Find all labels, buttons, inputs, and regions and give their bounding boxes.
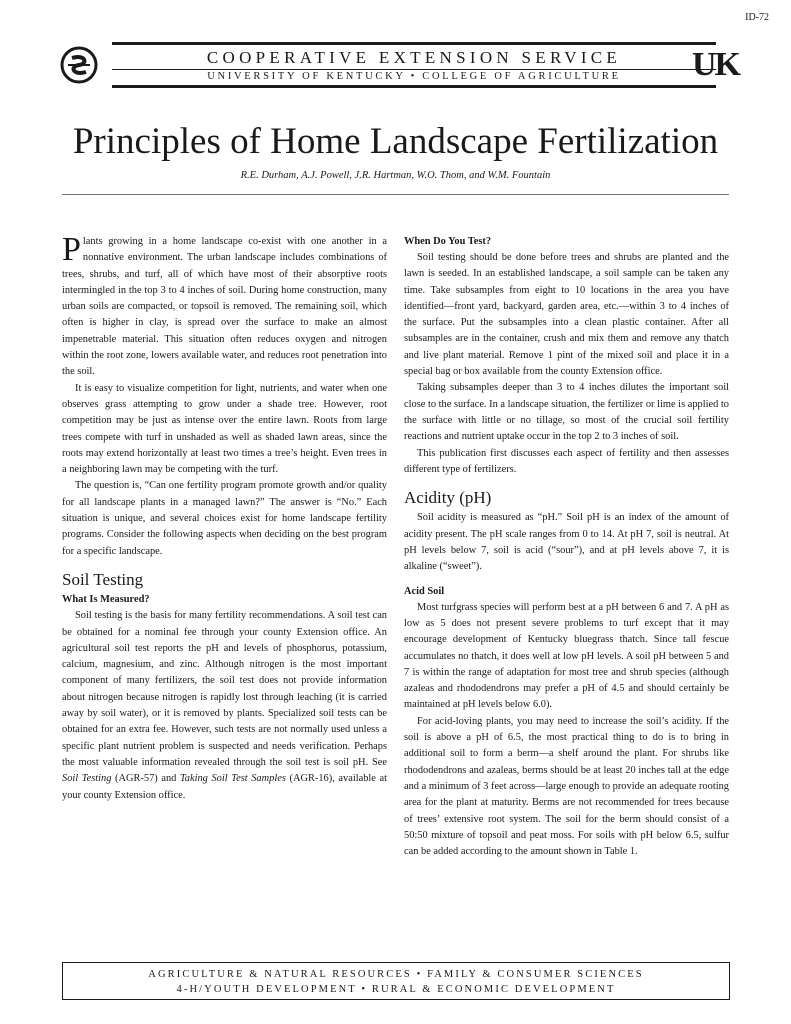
what-measured-heading: What Is Measured? [62, 594, 150, 606]
publication-id: ID-72 [745, 12, 769, 23]
acid-soil-heading: Acid Soil [404, 585, 445, 597]
acidity-paragraph: Soil acidity is measured as “pH.” Soil pH is an index of the amount of acidity present. The pH scale ranges from 0 to 14. At pH 7, soil is neutral. At pH levels below 7, soil is acid (“sour”), and at pH levels above 7, it is alkaline (“sweet”). [404, 512, 729, 573]
authors: R.E. Durham, A.J. Powell, J.R. Hartman, W.O. Thom, and W.M. Fountain [240, 170, 551, 181]
right-column [404, 234, 729, 860]
when-test-paragraph-3: This publication first discusses each aspect of fertility and then assesses different type of fertilizers. [404, 447, 729, 475]
acid-soil-paragraph-2: For acid-loving plants, you may need to increase the soil’s acidity. If the soil is above a pH of 6.5, the most practical thing to do is to bring in additional soil to form a berm—a shelf around the plant. For shrubs like rhododendrons and azaleas, berms should be at least 20 inches tall at the edge and a minimum of 3 feet across—large enough to provide an adequate rooting area for the plant at maturity. Berms are not recommended for trees because of trees’ extensive root system. The soil for the berm should consist of a 50:50 mixture of topsoil and peat moss. For soils with pH below 6.5, sulfur can be added according to the amount shown in Table 1. [404, 715, 729, 858]
banner-subtitle: UNIVERSITY OF KENTUCKY • COLLEGE OF AGRICULTURE [207, 71, 621, 82]
footer-line-2: 4-H/YOUTH DEVELOPMENT • RURAL & ECONOMIC DEVELOPMENT [176, 984, 616, 995]
cooperative-extension-logo-icon [60, 46, 98, 84]
acid-soil-paragraph-1: Most turfgrass species will perform best at a pH between 6 and 7. A pH as low as 5 does not present severe problems to turf except that it may encourage development of Kentucky bluegrass thatch. Since tall fescue accumulates no thatch, it does well at low pH levels. A soil pH between 5 and 7 is within the range of adaptation for most tree and shrub species (although azaleas and rhododendrons may prefer a pH of 4.5 and should certainly be maintained at pH levels below 6.0). [404, 601, 729, 711]
intro-paragraph-2: It is easy to visualize competition for light, nutrients, and water when one observes grass attempting to grow under a shade tree. However, root competition may be just as intense over the entire lawn. Roots from large trees compete with turf in unshaded as well as shaded lawn areas, since the roots may extend horizontally at least two times a tree’s height. Even trees in a neighboring lawn may be competing with the turf. [62, 382, 387, 476]
intro-paragraph-1: Plants growing in a home landscape co-exist with one another in a nonnative environment. The urban landscape includes combinations of trees, shrubs, and turf, all of which have most of their absorptive roots intermingled in the top 3 to 4 inches of soil. During home construction, many urban soils are compacted, or topsoil is removed. The remaining soil, which often is higher in clay, is spread over the surface to make an almost impenetrable material. This situation often reduces oxygen and nitrogen within the root zone, lowers available water, and reduces root penetration into the soil. [62, 231, 387, 378]
extension-banner [112, 42, 716, 88]
soil-testing-heading: Soil Testing [62, 569, 144, 589]
soil-testing-reference: Soil Testing [62, 773, 112, 785]
left-column [62, 231, 388, 804]
intro-paragraph-3: The question is, “Can one fertility program promote growth and/or quality for all landscape plants in a managed lawn?” The answer is “No.” Each situation is unique, and several choices exist for home landscape fertility programs. Consider the following aspects when deciding on the best program for a specific landscape. [62, 480, 387, 557]
title-divider [62, 194, 729, 195]
program-areas-footer [62, 962, 730, 1000]
uk-logo: UK [692, 46, 739, 83]
footer-line-1: AGRICULTURE & NATURAL RESOURCES • FAMILY & CONSUMER SCIENCES [148, 969, 644, 980]
banner-title: COOPERATIVE EXTENSION SERVICE [206, 48, 622, 67]
when-test-paragraph-1: Soil testing should be done before trees and shrubs are planted and the lawn is seeded. In an established landscape, a soil sample can be taken any time. Take subsamples from eight to 10 locations in the area you have identified—front yard, backyard, garden area, etc.—within 3 to 4 inches of the surface. Put the subsamples into a clean plastic container. After all subsamples are in the container, crush and mix them and remove any thatch and live plant material. Remove 1 pint of the mixed soil and place it in a special bag or box available from the county Extension office. [404, 252, 729, 378]
extension-header [60, 42, 739, 88]
what-measured-paragraph: Soil testing is the basis for many fertility recommendations. A soil test can be obtained for a nominal fee through your county Extension office. An agricultural soil test reports the pH and levels of phosphorus, potassium, calcium, magnesium, and zinc. Although nitrogen is the most important component of many fertilizers, the soil test does not provide information about nitrogen because nitrogen is rapidly lost through leaching (it is carried away by soil water), or it is removed by plants. Specialized soil tests can be obtained for an extra fee. However, such tests are not normally used unless a specific plant nutrient problem is suspected and needs verification. Perhaps the most valuable information revealed through the soil test is soil pH. See Soil Testing (AGR-57) and Taking Soil Test Samples (AGR-16), available at your county Extension office. [62, 610, 388, 801]
taking-soil-samples-reference: Taking Soil Test Samples [179, 773, 286, 785]
when-test-heading: When Do You Test? [404, 236, 492, 247]
acidity-heading: Acidity (pH) [404, 488, 492, 508]
when-test-paragraph-2: Taking subsamples deeper than 3 to 4 inches dilutes the important soil close to the surface. In a landscape situation, the fertilizer or lime is applied to the surface with little or no tillage, so most of the crucial soil fertility reactions and nutrient uptake occur in the top 2 to 3 inches of soil. [404, 382, 729, 443]
drop-cap: P [62, 231, 81, 268]
document-title: Principles of Home Landscape Fertilization [72, 121, 719, 162]
